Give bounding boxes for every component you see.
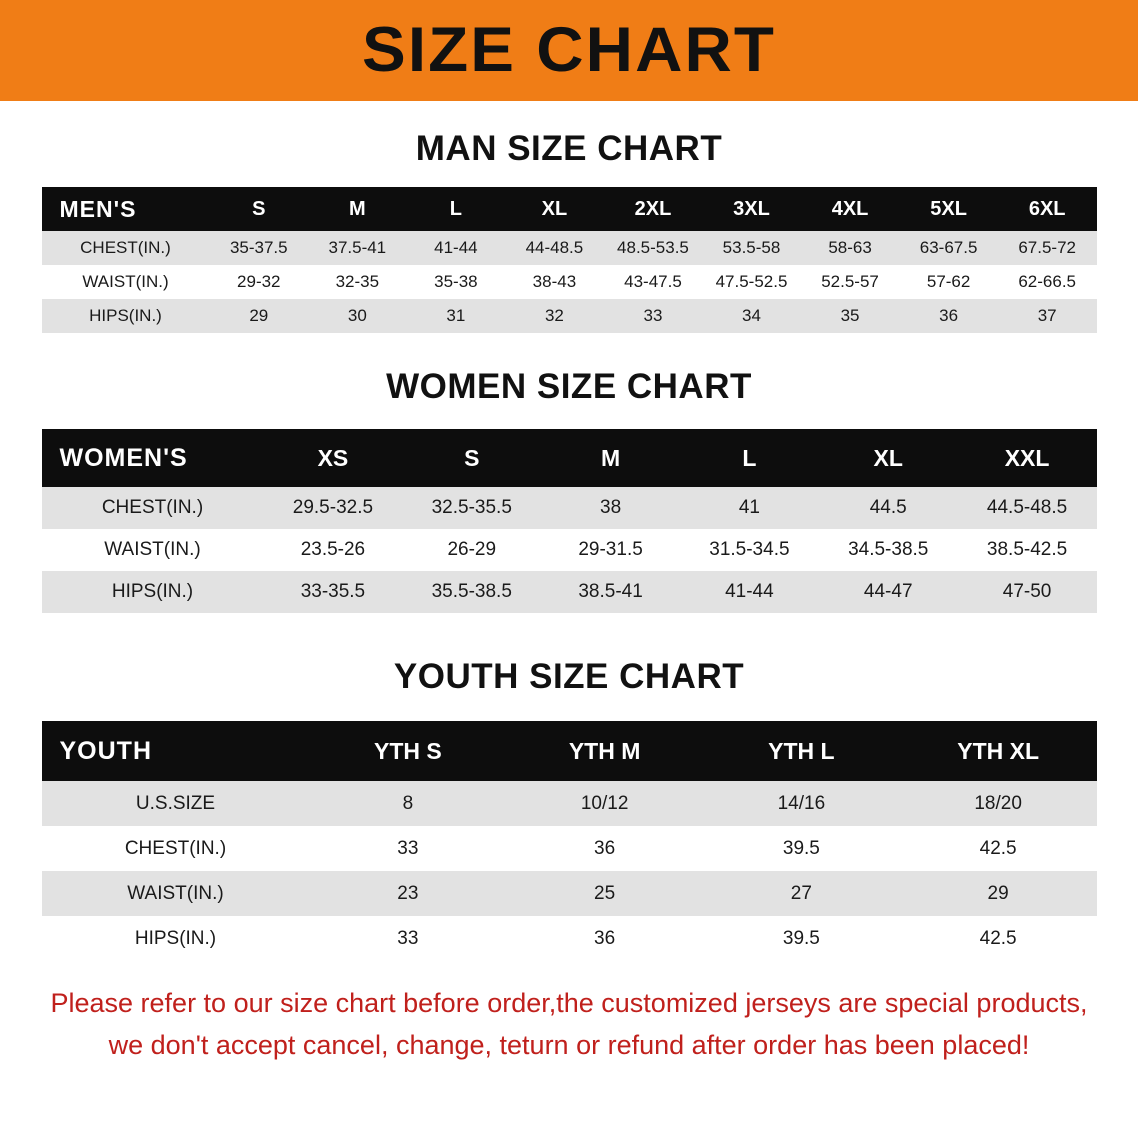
table-cell: 53.5-58 <box>702 231 801 265</box>
table-cell: 36 <box>506 826 703 871</box>
table-cell: 38.5-41 <box>541 571 680 613</box>
table-cell: 39.5 <box>703 826 900 871</box>
column-header: XS <box>264 429 403 487</box>
table-row <box>42 231 1097 265</box>
table-cell: 35 <box>801 299 900 333</box>
row-label: HIPS(IN.) <box>42 916 310 961</box>
table-cell: 33 <box>604 299 703 333</box>
man-size-table <box>42 187 1097 333</box>
table-cell: 37.5-41 <box>308 231 407 265</box>
column-header: 2XL <box>604 187 703 231</box>
table-row <box>42 487 1097 529</box>
table-cell: 48.5-53.5 <box>604 231 703 265</box>
table-header-row <box>42 721 1097 781</box>
table-cell: 25 <box>506 871 703 916</box>
column-header: YTH XL <box>900 721 1097 781</box>
column-header: WOMEN'S <box>42 429 264 487</box>
column-header: XL <box>819 429 958 487</box>
column-header: YOUTH <box>42 721 310 781</box>
table-row <box>42 871 1097 916</box>
table-cell: 38.5-42.5 <box>958 529 1097 571</box>
table-cell: 37 <box>998 299 1097 333</box>
row-label: CHEST(IN.) <box>42 231 210 265</box>
policy-note <box>39 983 1099 1067</box>
table-cell: 34 <box>702 299 801 333</box>
table-cell: 33 <box>310 916 507 961</box>
table-cell: 42.5 <box>900 916 1097 961</box>
table-cell: 38 <box>541 487 680 529</box>
table-cell: 35-37.5 <box>210 231 309 265</box>
table-cell: 30 <box>308 299 407 333</box>
table-cell: 36 <box>506 916 703 961</box>
table-cell: 63-67.5 <box>899 231 998 265</box>
table-cell: 36 <box>899 299 998 333</box>
table-cell: 32-35 <box>308 265 407 299</box>
row-label: WAIST(IN.) <box>42 871 310 916</box>
table-cell: 29.5-32.5 <box>264 487 403 529</box>
women-size-table-container <box>42 429 1097 613</box>
man-size-table-container <box>42 187 1097 333</box>
row-label: WAIST(IN.) <box>42 265 210 299</box>
column-header: M <box>308 187 407 231</box>
table-cell: 29 <box>210 299 309 333</box>
row-label: U.S.SIZE <box>42 781 310 826</box>
table-cell: 44-47 <box>819 571 958 613</box>
table-cell: 27 <box>703 871 900 916</box>
column-header: S <box>210 187 309 231</box>
policy-note-line-2: we don't accept cancel, change, teturn or refund after order has been placed! <box>108 1029 1030 1060</box>
table-cell: 35.5-38.5 <box>402 571 541 613</box>
table-cell: 62-66.5 <box>998 265 1097 299</box>
column-header: YTH M <box>506 721 703 781</box>
table-cell: 47.5-52.5 <box>702 265 801 299</box>
table-header-row <box>42 429 1097 487</box>
table-cell: 38-43 <box>505 265 604 299</box>
table-cell: 31.5-34.5 <box>680 529 819 571</box>
table-cell: 33-35.5 <box>264 571 403 613</box>
table-cell: 41 <box>680 487 819 529</box>
column-header: S <box>402 429 541 487</box>
column-header: YTH L <box>703 721 900 781</box>
column-header: M <box>541 429 680 487</box>
table-cell: 10/12 <box>506 781 703 826</box>
table-cell: 29 <box>900 871 1097 916</box>
table-cell: 67.5-72 <box>998 231 1097 265</box>
table-cell: 41-44 <box>680 571 819 613</box>
column-header: L <box>680 429 819 487</box>
table-cell: 42.5 <box>900 826 1097 871</box>
table-cell: 26-29 <box>402 529 541 571</box>
row-label: HIPS(IN.) <box>42 299 210 333</box>
row-label: WAIST(IN.) <box>42 529 264 571</box>
table-row <box>42 265 1097 299</box>
youth-size-table <box>42 721 1097 961</box>
table-cell: 34.5-38.5 <box>819 529 958 571</box>
row-label: CHEST(IN.) <box>42 487 264 529</box>
table-cell: 18/20 <box>900 781 1097 826</box>
column-header: XXL <box>958 429 1097 487</box>
policy-note-line-1: Please refer to our size chart before order,the customized jerseys are special products, <box>50 988 1088 1018</box>
table-cell: 44.5-48.5 <box>958 487 1097 529</box>
table-header-row <box>42 187 1097 231</box>
table-cell: 43-47.5 <box>604 265 703 299</box>
women-size-table <box>42 429 1097 613</box>
women-section-title: WOMEN SIZE CHART <box>386 367 752 406</box>
table-cell: 44.5 <box>819 487 958 529</box>
table-row <box>42 826 1097 871</box>
column-header: XL <box>505 187 604 231</box>
column-header: 5XL <box>899 187 998 231</box>
table-cell: 32.5-35.5 <box>402 487 541 529</box>
column-header: MEN'S <box>42 187 210 231</box>
table-cell: 29-31.5 <box>541 529 680 571</box>
table-cell: 47-50 <box>958 571 1097 613</box>
youth-size-table-container <box>42 721 1097 961</box>
table-cell: 29-32 <box>210 265 309 299</box>
table-cell: 32 <box>505 299 604 333</box>
table-row <box>42 571 1097 613</box>
table-cell: 44-48.5 <box>505 231 604 265</box>
table-cell: 33 <box>310 826 507 871</box>
table-cell: 39.5 <box>703 916 900 961</box>
table-cell: 8 <box>310 781 507 826</box>
man-section-title: MAN SIZE CHART <box>415 129 723 168</box>
youth-section-title: YOUTH SIZE CHART <box>393 657 745 696</box>
table-cell: 14/16 <box>703 781 900 826</box>
table-cell: 31 <box>407 299 506 333</box>
table-cell: 41-44 <box>407 231 506 265</box>
table-cell: 23.5-26 <box>264 529 403 571</box>
table-row <box>42 781 1097 826</box>
table-cell: 57-62 <box>899 265 998 299</box>
table-row <box>42 529 1097 571</box>
header-banner <box>0 0 1138 101</box>
table-cell: 35-38 <box>407 265 506 299</box>
table-row <box>42 916 1097 961</box>
column-header: 3XL <box>702 187 801 231</box>
column-header: 4XL <box>801 187 900 231</box>
table-cell: 58-63 <box>801 231 900 265</box>
table-cell: 23 <box>310 871 507 916</box>
row-label: CHEST(IN.) <box>42 826 310 871</box>
column-header: YTH S <box>310 721 507 781</box>
row-label: HIPS(IN.) <box>42 571 264 613</box>
page-title: SIZE CHART <box>362 15 776 85</box>
table-cell: 52.5-57 <box>801 265 900 299</box>
table-row <box>42 299 1097 333</box>
column-header: L <box>407 187 506 231</box>
column-header: 6XL <box>998 187 1097 231</box>
